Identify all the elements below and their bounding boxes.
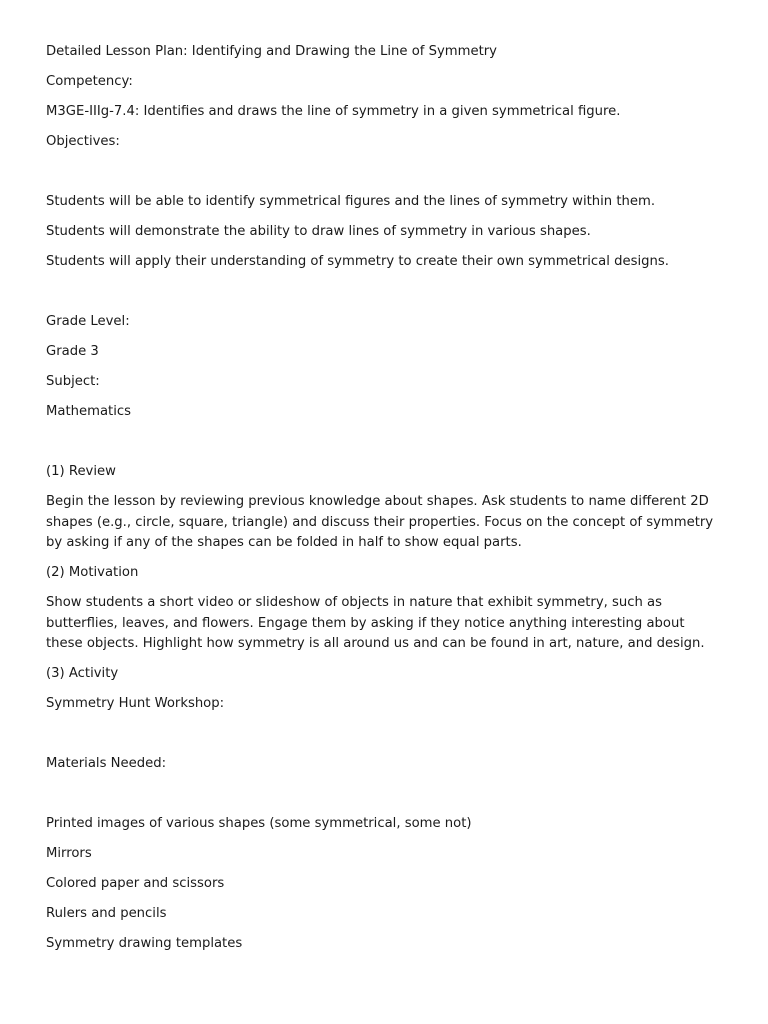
subject-value: Mathematics (46, 404, 131, 419)
document-page (46, 42, 724, 964)
competency-label: Competency: (46, 74, 133, 89)
spacer (46, 282, 724, 312)
spacer (46, 162, 724, 192)
objective-item: Students will apply their understanding of symmetry to create their own symmetrical designs. (46, 254, 669, 269)
motivation-paragraph: Show students a short video or slideshow of objects in nature that exhibit symmetry, such as butterflies, leaves, and flowers. Engage them by asking if they notice anything interesting about these objects. Highlight how symmetry is all around us and can be found in art, nature, and design. (46, 595, 705, 651)
activity-name: Symmetry Hunt Workshop: (46, 696, 225, 711)
review-heading: (1) Review (46, 464, 116, 479)
subject-label: Subject: (46, 374, 100, 389)
motivation-heading: (2) Motivation (46, 565, 139, 580)
objective-item: Students will be able to identify symmetrical figures and the lines of symmetry within them. (46, 194, 656, 209)
material-item: Symmetry drawing templates (46, 936, 243, 951)
material-item: Printed images of various shapes (some symmetrical, some not) (46, 816, 472, 831)
material-item: Rulers and pencils (46, 906, 167, 921)
materials-label: Materials Needed: (46, 756, 167, 771)
material-item: Mirrors (46, 846, 92, 861)
document-title: Detailed Lesson Plan: Identifying and Drawing the Line of Symmetry (46, 44, 497, 59)
activity-heading: (3) Activity (46, 666, 119, 681)
review-paragraph: Begin the lesson by reviewing previous knowledge about shapes. Ask students to name different 2D shapes (e.g., circle, square, triangle) and discuss their properties. Focus on the concept of symmetry by asking if any of the shapes can be folded in half to show equal parts. (46, 494, 714, 550)
spacer (46, 784, 724, 814)
objectives-label: Objectives: (46, 134, 120, 149)
material-item: Colored paper and scissors (46, 876, 225, 891)
objective-item: Students will demonstrate the ability to draw lines of symmetry in various shapes. (46, 224, 591, 239)
grade-level-label: Grade Level: (46, 314, 130, 329)
spacer (46, 724, 724, 754)
competency-text: M3GE-IIIg-7.4: Identifies and draws the line of symmetry in a given symmetrical figure. (46, 104, 621, 119)
grade-level-value: Grade 3 (46, 344, 99, 359)
spacer (46, 432, 724, 462)
